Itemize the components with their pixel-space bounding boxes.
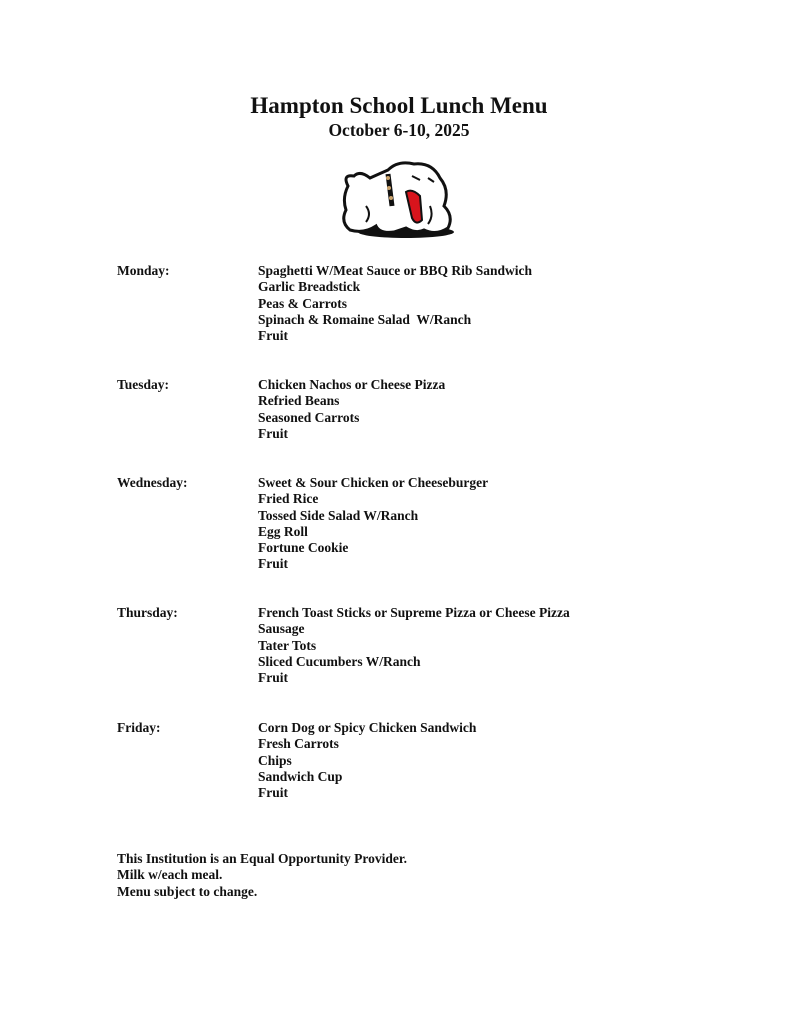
bulldog-mascot-icon [336, 156, 462, 240]
day-label: Monday: [117, 263, 170, 278]
date-range: October 6-10, 2025 [328, 120, 470, 140]
menu-item: Fruit [258, 785, 288, 801]
menu-item: Seasoned Carrots [258, 409, 360, 425]
menu-items [258, 720, 476, 801]
menu-item: Fried Rice [258, 491, 319, 507]
day-label: Wednesday: [117, 475, 188, 490]
menu-item: Fruit [258, 556, 288, 572]
menu-item: French Toast Sticks or Supreme Pizza or Cheese Pizza [258, 605, 570, 620]
menu-item: Tossed Side Salad W/Ranch [258, 507, 419, 523]
menu-item: Sweet & Sour Chicken or Cheeseburger [258, 475, 489, 490]
menu-item: Chicken Nachos or Cheese Pizza [258, 377, 446, 392]
menu-item: Chips [258, 752, 292, 768]
equal-opportunity-note: This Institution is an Equal Opportunity Provider. [117, 851, 407, 866]
day-label: Thursday: [117, 605, 178, 620]
menu-item: Fortune Cookie [258, 540, 349, 556]
menu-item: Spinach & Romaine Salad W/Ranch [258, 311, 472, 327]
menu-item: Sandwich Cup [258, 768, 343, 784]
menu-item: Tater Tots [258, 637, 317, 653]
menu-item: Egg Roll [258, 523, 308, 539]
menu-items [258, 475, 488, 573]
menu-items [258, 263, 532, 344]
day-label: Tuesday: [117, 377, 170, 392]
change-note: Menu subject to change. [117, 883, 258, 899]
menu-item: Sliced Cucumbers W/Ranch [258, 653, 421, 669]
milk-note: Milk w/each meal. [117, 867, 223, 883]
menu-item: Fruit [258, 328, 288, 344]
page-title: Hampton School Lunch Menu [250, 93, 548, 118]
day-label: Friday: [117, 720, 161, 735]
menu-item: Refried Beans [258, 393, 340, 409]
menu-item: Garlic Breadstick [258, 279, 361, 295]
menu-items [258, 605, 570, 686]
menu-item: Fresh Carrots [258, 736, 339, 752]
menu-item: Corn Dog or Spicy Chicken Sandwich [258, 720, 477, 735]
footer-notes [117, 851, 407, 900]
menu-item: Fruit [258, 425, 288, 441]
menu-item: Fruit [258, 670, 288, 686]
menu-item: Spaghetti W/Meat Sauce or BBQ Rib Sandwich [258, 263, 533, 278]
menu-item: Sausage [258, 621, 305, 637]
menu-items [258, 377, 445, 442]
menu-item: Peas & Carrots [258, 295, 347, 311]
